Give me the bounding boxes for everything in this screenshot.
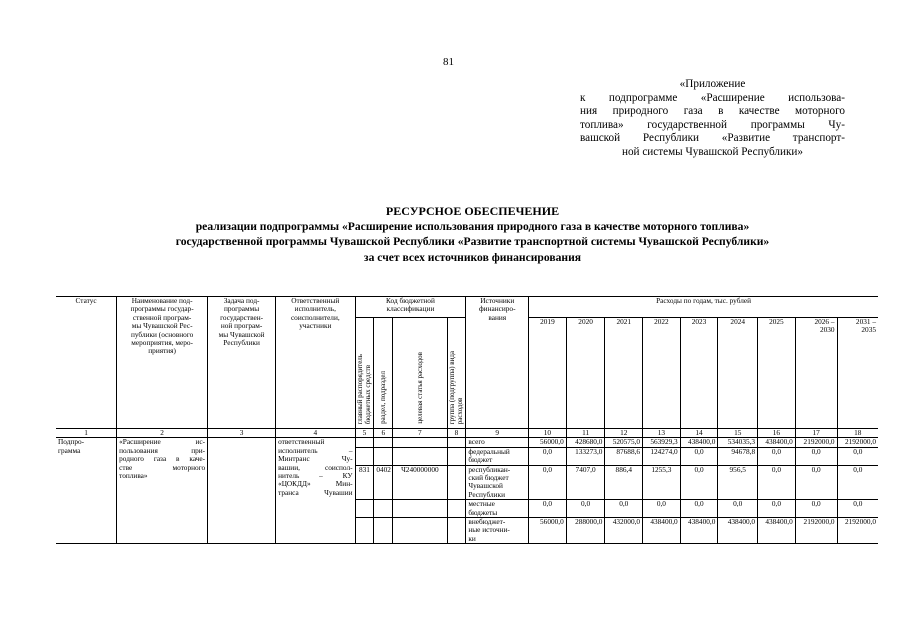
- value-cell: 0,0: [795, 465, 837, 500]
- header-year: 2022: [643, 318, 681, 426]
- header-expenses: Расходы по годам, тыс. рублей: [529, 297, 878, 318]
- code-group: [447, 465, 466, 500]
- code-target: Ч240000000: [393, 465, 447, 500]
- value-cell: 2192000,0: [795, 438, 837, 447]
- header-budget-code: Код бюджетной классификации: [355, 297, 466, 318]
- document-title: [80, 204, 865, 265]
- title-line: государственной программы Чувашской Республики «Развитие транспортной системы Чувашской Республики»: [175, 235, 770, 249]
- column-number: 3: [208, 429, 276, 438]
- column-number: 16: [758, 429, 796, 438]
- value-cell: 886,4: [605, 465, 643, 500]
- value-cell: 0,0: [837, 447, 878, 465]
- row-executor: ответственный исполнитель – Минтранс Чу- вашии, соиспол- нитель – КУ «ЦОКДД» Мин- транса Чувашии: [276, 438, 355, 544]
- page-number: 81: [443, 56, 454, 68]
- value-cell: 438400,0: [680, 518, 718, 544]
- value-cell: 56000,0: [529, 518, 567, 544]
- source-cell: внебюджет- ные источни- ки: [466, 518, 529, 544]
- resource-table: [56, 296, 878, 544]
- value-cell: 124274,0: [643, 447, 681, 465]
- value-cell: 0,0: [795, 447, 837, 465]
- value-cell: 438400,0: [718, 518, 758, 544]
- value-cell: 956,5: [718, 465, 758, 500]
- header-year: 2020: [566, 318, 605, 426]
- value-cell: 0,0: [758, 447, 796, 465]
- value-cell: 2192000,0: [837, 518, 878, 544]
- value-cell: 0,0: [566, 500, 605, 518]
- header-code-group: группа (подгруппа) вида расходов: [447, 318, 466, 429]
- column-number: 2: [117, 429, 208, 438]
- column-number: 18: [837, 429, 878, 438]
- column-number: 14: [680, 429, 718, 438]
- header-year: 2021: [605, 318, 643, 426]
- appendix-line: к подпрограмме «Расширение использова-: [580, 91, 845, 104]
- value-cell: 87688,6: [605, 447, 643, 465]
- appendix-note: [580, 78, 845, 160]
- value-cell: 438400,0: [643, 518, 681, 544]
- header-year: 2023: [680, 318, 718, 426]
- value-cell: 520575,0: [605, 438, 643, 447]
- header-code-section: раздел, подраздел: [374, 318, 393, 429]
- header-task: Задача под- программы государствен- ной програм- мы Чувашской Республики: [208, 297, 276, 429]
- header-year: 2025: [758, 318, 796, 426]
- value-cell: 1255,3: [643, 465, 681, 500]
- value-cell: 0,0: [643, 500, 681, 518]
- row-status: Подпро- грамма: [56, 438, 117, 544]
- column-number: 9: [466, 429, 529, 438]
- header-sources: Источники финансиро- вания: [466, 297, 529, 429]
- value-cell: 0,0: [837, 500, 878, 518]
- source-cell: федеральный бюджет: [466, 447, 529, 465]
- value-cell: 428680,0: [566, 438, 605, 447]
- value-cell: 438400,0: [680, 438, 718, 447]
- column-number: 1: [56, 429, 117, 438]
- header-name: Наименование под- программы государ- ственной програм- мы Чувашской Рес- публики (основного мероприятия, меро- приятия): [117, 297, 208, 429]
- value-cell: 432000,0: [605, 518, 643, 544]
- header-year: 2031 – 2035: [837, 318, 878, 426]
- row-task: [208, 438, 276, 544]
- value-cell: 438400,0: [758, 438, 796, 447]
- appendix-line: топлива» государственной программы Чу-: [580, 118, 845, 131]
- row-name: «Расширение ис- пользования при- родного газа в каче- стве моторного топлива»: [117, 438, 208, 544]
- column-number: 12: [605, 429, 643, 438]
- value-cell: 0,0: [758, 500, 796, 518]
- source-cell: местные бюджеты: [466, 500, 529, 518]
- value-cell: 133273,0: [566, 447, 605, 465]
- value-cell: 0,0: [605, 500, 643, 518]
- source-cell: всего: [466, 438, 529, 447]
- value-cell: 2192000,0: [795, 518, 837, 544]
- value-cell: 0,0: [758, 465, 796, 500]
- value-cell: 563929,3: [643, 438, 681, 447]
- value-cell: 2192000,0: [837, 438, 878, 447]
- column-number: 10: [529, 429, 567, 438]
- value-cell: 0,0: [529, 465, 567, 500]
- value-cell: 7407,0: [566, 465, 605, 500]
- value-cell: 288000,0: [566, 518, 605, 544]
- header-year: 2024: [718, 318, 758, 426]
- column-number: 8: [447, 429, 466, 438]
- value-cell: 0,0: [680, 447, 718, 465]
- table-row: [56, 438, 878, 447]
- column-number: 11: [566, 429, 605, 438]
- appendix-line: вашской Республики «Развитие транспорт-: [580, 132, 845, 145]
- title-line: реализации подпрограммы «Расширение использования природного газа в качестве моторного топлива»: [195, 220, 750, 234]
- value-cell: 0,0: [795, 500, 837, 518]
- header-status: Статус: [56, 297, 117, 429]
- column-number: 5: [355, 429, 374, 438]
- value-cell: 0,0: [718, 500, 758, 518]
- appendix-line: «Приложение: [679, 78, 746, 90]
- value-cell: 0,0: [680, 500, 718, 518]
- source-cell: республикан- ский бюджет Чувашской Республики: [466, 465, 529, 500]
- title-main: РЕСУРСНОЕ ОБЕСПЕЧЕНИЕ: [385, 204, 560, 218]
- header-code-target: целевая статья расходов: [393, 318, 447, 429]
- code-grbs: 831: [355, 465, 374, 500]
- value-cell: 438400,0: [758, 518, 796, 544]
- value-cell: 0,0: [529, 447, 567, 465]
- column-number: 13: [643, 429, 681, 438]
- value-cell: 0,0: [837, 465, 878, 500]
- value-cell: 0,0: [680, 465, 718, 500]
- appendix-line: ной системы Чувашской Республики»: [621, 145, 804, 158]
- appendix-line: ния природного газа в качестве моторного: [580, 105, 845, 118]
- value-cell: 94678,8: [718, 447, 758, 465]
- header-code-grbs: главный распорядитель бюджетных средств: [355, 318, 374, 429]
- column-number: 7: [393, 429, 447, 438]
- code-section: 0402: [374, 465, 393, 500]
- value-cell: 534035,3: [718, 438, 758, 447]
- header-executor: Ответственный исполнитель, соисполнители, участники: [276, 297, 355, 429]
- column-number: 4: [276, 429, 355, 438]
- value-cell: 0,0: [529, 500, 567, 518]
- title-line: за счет всех источников финансирования: [363, 250, 582, 264]
- header-year: 2019: [529, 318, 567, 426]
- header-year: 2026 – 2030: [795, 318, 837, 426]
- column-number: 6: [374, 429, 393, 438]
- column-number: 17: [795, 429, 837, 438]
- column-number: 15: [718, 429, 758, 438]
- value-cell: 56000,0: [529, 438, 567, 447]
